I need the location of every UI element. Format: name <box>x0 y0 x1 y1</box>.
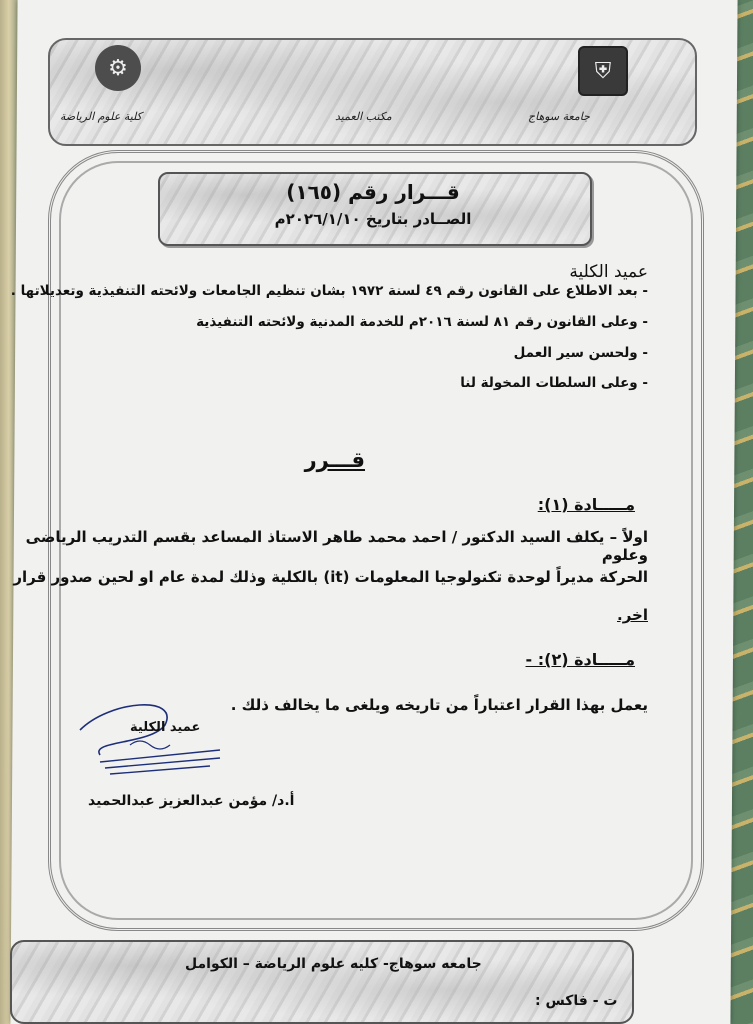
signature-label: عميد الكلية <box>130 720 201 735</box>
article-1-line-2: الحركة مديراً لوحدة تكنولوجيا المعلومات (it) بالكلية وذلك لمدة عام او لحين صدور قرار <box>13 568 648 586</box>
decision-word: قـــرر <box>304 448 365 472</box>
article-2-text: يعمل بهذا القرار اعتباراً من تاريخه ويلغى ما يخالف ذلك . <box>230 696 648 714</box>
handwritten-signature <box>70 700 240 780</box>
footer-address: جامعه سوهاج- كليه علوم الرياضة – الكوامل <box>185 956 482 972</box>
university-name: جامعة سوهاج <box>528 110 590 123</box>
article-2-heading: مـــــادة (٢): - <box>525 650 635 669</box>
college-name: كلية علوم الرياضة <box>60 110 142 123</box>
article-1-heading: مـــــادة (١): <box>537 495 635 514</box>
college-logo-icon: ⚙ <box>95 45 141 91</box>
decision-date: الصــادر بتاريخ ٢٠٢٦/١/١٠م <box>274 210 472 228</box>
signer-name: أ.د/ مؤمن عبدالعزيز عبدالحميد <box>88 793 295 809</box>
footer-band <box>10 940 634 1024</box>
footer-contact: ت - فاكس : <box>535 993 618 1009</box>
article-1-line-3: اخر. <box>617 606 648 624</box>
decision-title: قـــرار رقم (١٦٥) <box>286 180 460 204</box>
clause-1: - بعد الاطلاع على القانون رقم ٤٩ لسنة ١٩٧٢ بشان تنظيم الجامعات ولائحته التنفيذية وتعديلاتها . <box>10 283 648 299</box>
addressee: عميد الكلية <box>569 262 648 282</box>
university-logo-icon: ⛨ <box>578 46 628 96</box>
clause-3: - ولحسن سير العمل <box>513 345 648 361</box>
article-1-line-1: اولاً – يكلف السيد الدكتور / احمد محمد طاهر الاستاذ المساعد بقسم التدريب الرياضى وعلوم <box>25 528 648 564</box>
dean-office: مكتب العميد <box>335 110 392 123</box>
clause-2: - وعلى القانون رقم ٨١ لسنة ٢٠١٦م للخدمة المدنية ولائحته التنفيذية <box>196 314 648 330</box>
clause-4: - وعلى السلطات المخولة لنا <box>460 375 648 391</box>
